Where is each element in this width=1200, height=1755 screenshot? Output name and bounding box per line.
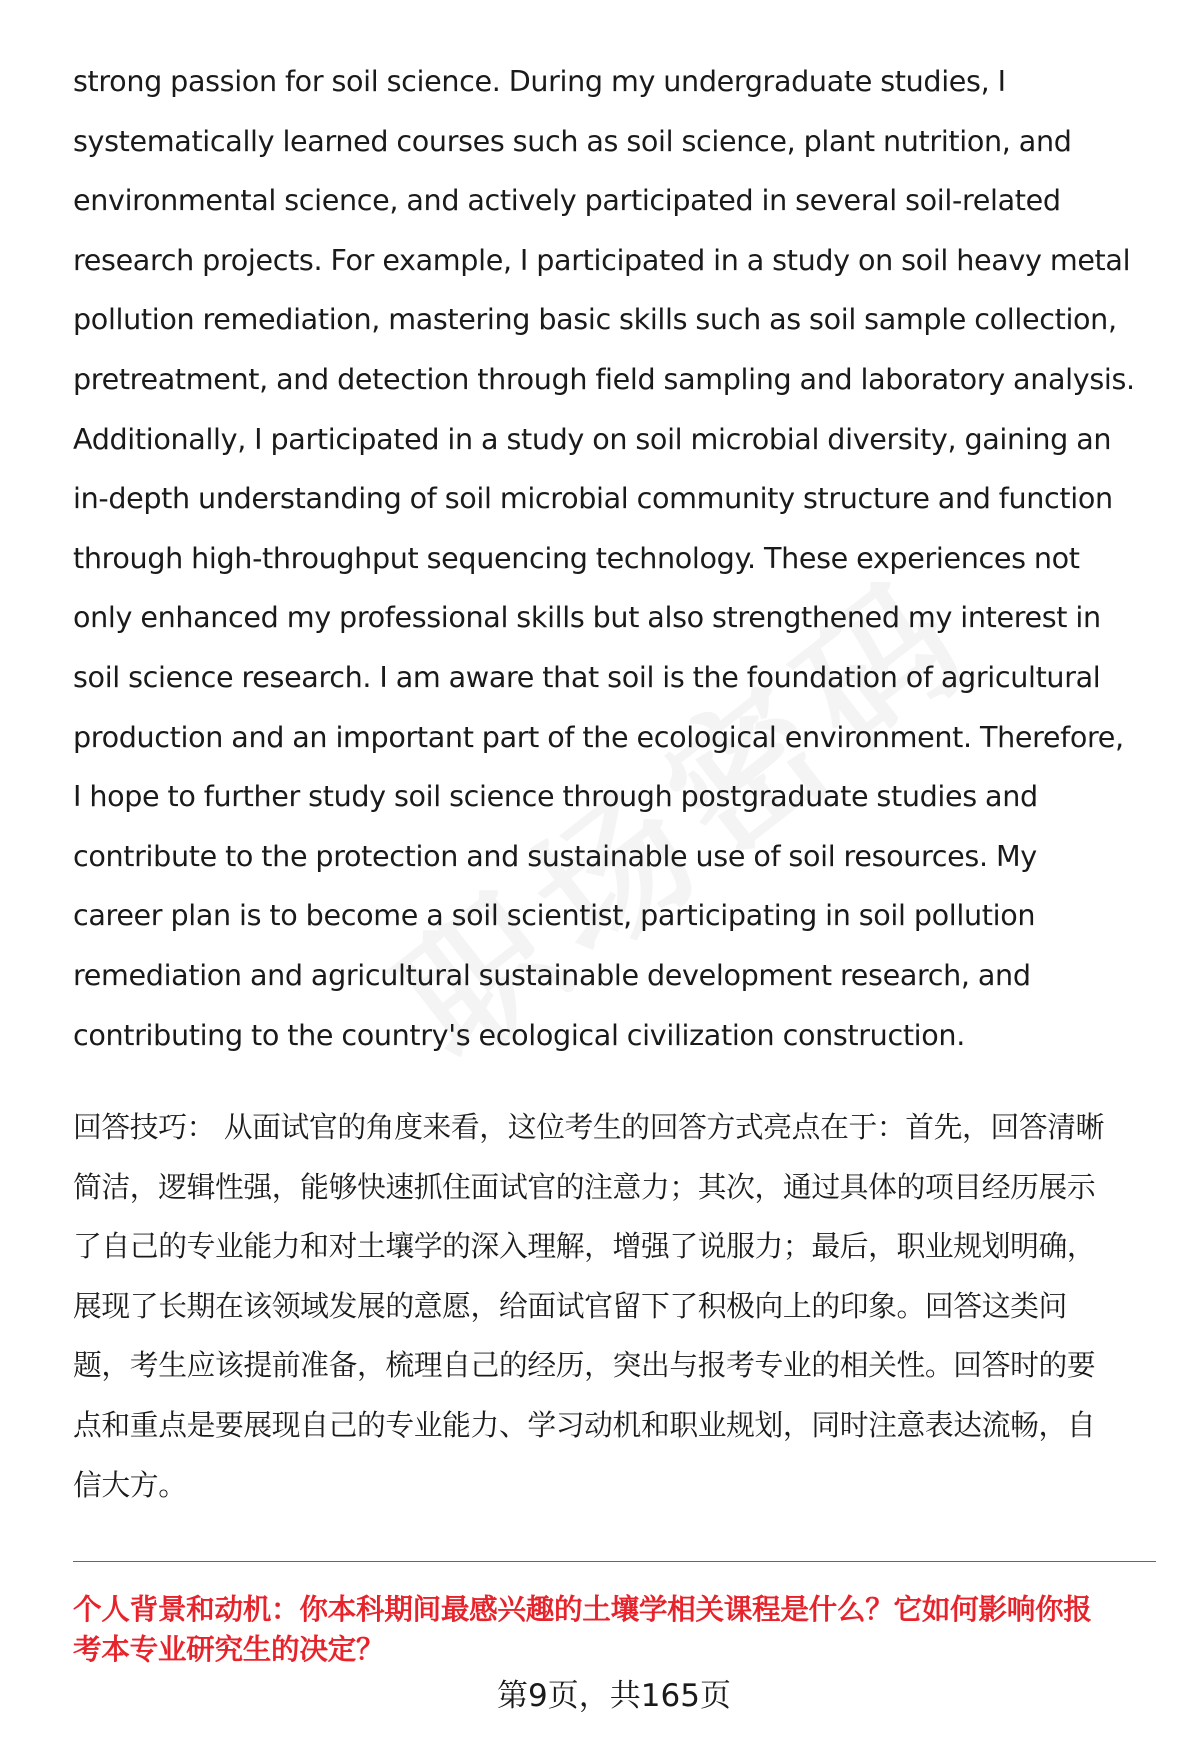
answer-line: through high-throughput sequencing technology. These experiences not — [73, 540, 1080, 575]
answer-line: production and an important part of the ecological environment. Therefore, — [73, 719, 1124, 754]
answer-line: only enhanced my professional skills but also strengthened my interest in — [73, 600, 1101, 635]
tips-line: 点和重点是要展现自己的专业能力、学习动机和职业规划，同时注意表达流畅，自 — [73, 1407, 1096, 1442]
answer-line: systematically learned courses such as soil science, plant nutrition, and — [73, 123, 1072, 158]
answer-line: pollution remediation, mastering basic skills such as soil sample collection, — [73, 302, 1117, 337]
answer-line: strong passion for soil science. During my undergraduate studies, I — [73, 64, 1006, 98]
tips-line: 回答技巧： 从面试官的角度来看，这位考生的回答方式亮点在于：首先，回答清晰 — [73, 1110, 1105, 1144]
answer-line: I hope to further study soil science through postgraduate studies and — [73, 779, 1038, 814]
tips-line: 了自己的专业能力和对土壤学的深入理解，增强了说服力；最后，职业规划明确， — [73, 1229, 1096, 1264]
answer-line: Additionally, I participated in a study on soil microbial diversity, gaining an — [73, 421, 1112, 456]
question-line: 个人背景和动机：你本科期间最感兴趣的土壤学相关课程是什么？它如何影响你报 — [73, 1592, 1092, 1626]
section-divider — [73, 1561, 1156, 1562]
tips-line: 简洁，逻辑性强，能够快速抓住面试官的注意力；其次，通过具体的项目经历展示 — [73, 1169, 1096, 1204]
tips-line: 展现了长期在该领域发展的意愿，给面试官留下了积极向上的印象。回答这类问 — [73, 1288, 1067, 1323]
answer-line: contribute to the protection and sustainable use of soil resources. My — [73, 838, 1037, 873]
answer-line: career plan is to become a soil scientist, participating in soil pollution — [73, 898, 1036, 933]
answer-line: contributing to the country's ecological civilization construction. — [73, 1017, 965, 1052]
answer-line: pretreatment, and detection through field sampling and laboratory analysis. — [73, 361, 1135, 396]
question-line: 考本专业研究生的决定？ — [73, 1632, 385, 1666]
answer-paragraph — [73, 52, 1163, 1065]
answer-line: research projects. For example, I participated in a study on soil heavy metal — [73, 242, 1131, 277]
answer-line: environmental science, and actively participated in several soil-related — [73, 183, 1061, 218]
question-heading — [73, 1589, 1163, 1669]
page-number: 第9页，共165页 — [497, 1678, 731, 1714]
answer-line: soil science research. I am aware that soil is the foundation of agricultural — [73, 659, 1101, 694]
tips-line: 题，考生应该提前准备，梳理自己的经历，突出与报考专业的相关性。回答时的要 — [73, 1348, 1096, 1383]
tips-line: 信大方。 — [73, 1467, 187, 1502]
answer-line: in-depth understanding of soil microbial community structure and function — [73, 481, 1113, 516]
answer-line: remediation and agricultural sustainable development research, and — [73, 957, 1031, 992]
answer-tips-paragraph — [73, 1098, 1163, 1515]
